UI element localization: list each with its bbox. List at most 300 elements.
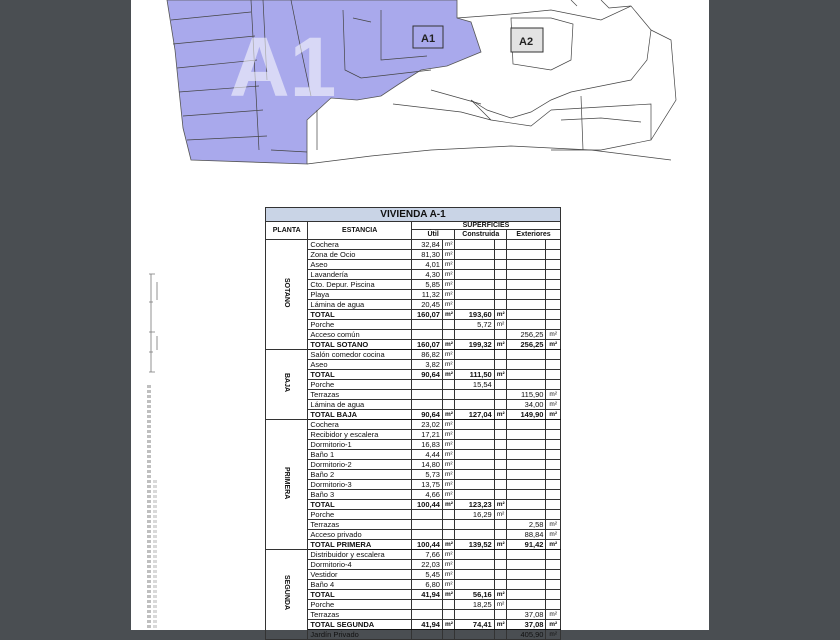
estancia-cell: Cto. Depur. Piscina (308, 280, 412, 290)
table-row (266, 600, 561, 610)
construida-unit (494, 480, 506, 490)
exteriores-unit (546, 500, 561, 510)
exteriores-unit (546, 580, 561, 590)
util-value: 11,32 (411, 290, 442, 300)
estancia-cell: Porche (308, 510, 412, 520)
exteriores-unit (546, 310, 561, 320)
util-value: 100,44 (411, 540, 442, 550)
construida-value: 15,54 (455, 380, 494, 390)
header-construida: Construida (455, 230, 507, 240)
util-unit: m² (442, 490, 454, 500)
table-row (266, 550, 561, 560)
util-value (411, 520, 442, 530)
exteriores-unit (546, 440, 561, 450)
util-unit: m² (442, 340, 454, 350)
table-row (266, 520, 561, 530)
util-unit (442, 320, 454, 330)
util-value: 90,64 (411, 370, 442, 380)
construida-unit (494, 260, 506, 270)
estancia-cell: TOTAL (308, 500, 412, 510)
construida-value (455, 290, 494, 300)
construida-unit (494, 430, 506, 440)
util-unit: m² (442, 370, 454, 380)
estancia-cell: TOTAL SOTANO (308, 340, 412, 350)
estancia-cell: Acceso privado (308, 530, 412, 540)
exteriores-unit (546, 430, 561, 440)
exteriores-unit (546, 600, 561, 610)
util-value: 6,80 (411, 580, 442, 590)
table-row (266, 540, 561, 550)
construida-value (455, 240, 494, 250)
estancia-cell: Zona de Ocio (308, 250, 412, 260)
construida-value (455, 440, 494, 450)
util-value (411, 610, 442, 620)
estancia-cell: Porche (308, 380, 412, 390)
util-value (411, 510, 442, 520)
util-value (411, 630, 442, 640)
exteriores-unit (546, 280, 561, 290)
table-row (266, 310, 561, 320)
table-row (266, 440, 561, 450)
util-unit: m² (442, 310, 454, 320)
exteriores-value (507, 260, 546, 270)
exteriores-value (507, 440, 546, 450)
table-row (266, 290, 561, 300)
table-row (266, 410, 561, 420)
planta-cell (266, 420, 308, 550)
exteriores-unit: m² (546, 400, 561, 410)
exteriores-value (507, 310, 546, 320)
construida-unit: m² (494, 540, 506, 550)
construida-unit (494, 390, 506, 400)
table-row (266, 570, 561, 580)
estancia-cell: Lámina de agua (308, 400, 412, 410)
construida-unit (494, 560, 506, 570)
table-row (266, 450, 561, 460)
exteriores-unit: m² (546, 520, 561, 530)
estancia-cell: Dormitorio-4 (308, 560, 412, 570)
util-unit: m² (442, 410, 454, 420)
exteriores-unit (546, 260, 561, 270)
exteriores-unit (546, 480, 561, 490)
construida-unit (494, 470, 506, 480)
exteriores-unit (546, 320, 561, 330)
exteriores-value (507, 560, 546, 570)
exteriores-unit: m² (546, 610, 561, 620)
document-page (131, 0, 709, 639)
exteriores-unit: m² (546, 390, 561, 400)
exteriores-unit (546, 590, 561, 600)
table-row (266, 260, 561, 270)
construida-unit (494, 610, 506, 620)
util-unit (442, 610, 454, 620)
estancia-cell: Baño 2 (308, 470, 412, 480)
construida-value: 123,23 (455, 500, 494, 510)
util-unit: m² (442, 560, 454, 570)
estancia-cell: Vestidor (308, 570, 412, 580)
exteriores-value: 405,90 (507, 630, 546, 640)
exteriores-value: 34,00 (507, 400, 546, 410)
estancia-cell: Terrazas (308, 610, 412, 620)
util-unit: m² (442, 480, 454, 490)
exteriores-value (507, 580, 546, 590)
table-row (266, 300, 561, 310)
util-value (411, 330, 442, 340)
util-value: 32,84 (411, 240, 442, 250)
util-value: 14,80 (411, 460, 442, 470)
construida-value: 16,29 (455, 510, 494, 520)
util-unit (442, 510, 454, 520)
construida-value (455, 360, 494, 370)
construida-unit (494, 550, 506, 560)
estancia-cell: Lámina de agua (308, 300, 412, 310)
exteriores-value: 37,08 (507, 610, 546, 620)
exteriores-unit (546, 250, 561, 260)
util-unit: m² (442, 360, 454, 370)
exteriores-unit: m² (546, 340, 561, 350)
util-value: 100,44 (411, 500, 442, 510)
exteriores-value (507, 380, 546, 390)
table-row (266, 590, 561, 600)
construida-value: 139,52 (455, 540, 494, 550)
exteriores-value (507, 510, 546, 520)
exteriores-unit (546, 380, 561, 390)
exteriores-value (507, 370, 546, 380)
util-value: 160,07 (411, 310, 442, 320)
exteriores-value (507, 300, 546, 310)
exteriores-unit (546, 360, 561, 370)
construida-value (455, 490, 494, 500)
table-row (266, 340, 561, 350)
estancia-cell: TOTAL (308, 370, 412, 380)
util-value: 86,82 (411, 350, 442, 360)
construida-unit (494, 350, 506, 360)
construida-unit: m² (494, 340, 506, 350)
util-unit: m² (442, 550, 454, 560)
exteriores-value: 149,90 (507, 410, 546, 420)
estancia-cell: TOTAL (308, 310, 412, 320)
table-row (266, 240, 561, 250)
exteriores-value: 2,58 (507, 520, 546, 530)
estancia-cell: Recibidor y escalera (308, 430, 412, 440)
construida-value: 5,72 (455, 320, 494, 330)
util-value: 81,30 (411, 250, 442, 260)
util-value: 4,66 (411, 490, 442, 500)
construida-unit (494, 570, 506, 580)
util-value: 23,02 (411, 420, 442, 430)
construida-unit: m² (494, 500, 506, 510)
construida-value: 199,32 (455, 340, 494, 350)
table-row (266, 460, 561, 470)
table-row (266, 350, 561, 360)
util-unit: m² (442, 440, 454, 450)
construida-unit (494, 380, 506, 390)
construida-value (455, 430, 494, 440)
exteriores-unit (546, 460, 561, 470)
construida-value (455, 330, 494, 340)
table-body (266, 240, 561, 640)
util-unit (442, 530, 454, 540)
table-row (266, 250, 561, 260)
util-unit (442, 630, 454, 640)
construida-value (455, 390, 494, 400)
estancia-cell: Baño 1 (308, 450, 412, 460)
planta-label: PRIMERA (283, 466, 291, 500)
estancia-cell: Jardín Privado (308, 630, 412, 640)
exteriores-unit (546, 290, 561, 300)
table-row (266, 370, 561, 380)
util-value: 17,21 (411, 430, 442, 440)
construida-value: 74,41 (455, 620, 494, 630)
table-row (266, 470, 561, 480)
planta-cell (266, 240, 308, 350)
planta-label: SEGUNDA (283, 575, 291, 611)
construida-value (455, 480, 494, 490)
header-util: Útil (411, 230, 454, 240)
table-row (266, 620, 561, 630)
construida-value (455, 550, 494, 560)
construida-value (455, 570, 494, 580)
table-row (266, 390, 561, 400)
exteriores-unit (546, 570, 561, 580)
table-row (266, 560, 561, 570)
exteriores-value (507, 320, 546, 330)
estancia-cell: TOTAL (308, 590, 412, 600)
util-value: 5,73 (411, 470, 442, 480)
exteriores-value (507, 460, 546, 470)
exteriores-value (507, 480, 546, 490)
estancia-cell: Acceso común (308, 330, 412, 340)
util-value: 22,03 (411, 560, 442, 570)
exteriores-value: 37,08 (507, 620, 546, 630)
exteriores-value (507, 360, 546, 370)
exteriores-value (507, 500, 546, 510)
header-planta: PLANTA (266, 222, 308, 240)
estancia-cell: TOTAL BAJA (308, 410, 412, 420)
construida-unit (494, 440, 506, 450)
table-row (266, 530, 561, 540)
exteriores-unit (546, 510, 561, 520)
construida-value: 111,50 (455, 370, 494, 380)
estancia-cell: Baño 4 (308, 580, 412, 590)
util-unit: m² (442, 570, 454, 580)
util-value (411, 530, 442, 540)
table-row (266, 510, 561, 520)
exteriores-unit (546, 470, 561, 480)
estancia-cell: Dormitorio-1 (308, 440, 412, 450)
util-value: 3,82 (411, 360, 442, 370)
construida-value (455, 520, 494, 530)
exteriores-unit: m² (546, 540, 561, 550)
util-value: 4,01 (411, 260, 442, 270)
util-unit: m² (442, 460, 454, 470)
util-value: 4,44 (411, 450, 442, 460)
construida-value: 193,60 (455, 310, 494, 320)
util-value: 7,66 (411, 550, 442, 560)
exteriores-value (507, 420, 546, 430)
construida-unit (494, 400, 506, 410)
table-row (266, 500, 561, 510)
construida-unit (494, 630, 506, 640)
construida-value (455, 250, 494, 260)
util-value: 41,94 (411, 590, 442, 600)
construida-value (455, 560, 494, 570)
a1-label: A1 (421, 33, 436, 45)
util-unit: m² (442, 540, 454, 550)
table-title: VIVIENDA A-1 (266, 208, 561, 222)
exteriores-value: 88,84 (507, 530, 546, 540)
exteriores-value (507, 240, 546, 250)
construida-value (455, 470, 494, 480)
util-value: 5,85 (411, 280, 442, 290)
exteriores-value (507, 430, 546, 440)
estancia-cell: Aseo (308, 260, 412, 270)
construida-unit (494, 270, 506, 280)
construida-value (455, 450, 494, 460)
estancia-cell: Lavandería (308, 270, 412, 280)
construida-unit: m² (494, 600, 506, 610)
util-unit (442, 520, 454, 530)
construida-unit (494, 420, 506, 430)
table-row (266, 380, 561, 390)
util-value (411, 400, 442, 410)
construida-unit (494, 490, 506, 500)
construida-unit (494, 240, 506, 250)
estancia-cell: Porche (308, 320, 412, 330)
construida-value (455, 300, 494, 310)
table-row (266, 270, 561, 280)
table-row (266, 580, 561, 590)
util-value: 160,07 (411, 340, 442, 350)
estancia-cell: TOTAL PRIMERA (308, 540, 412, 550)
construida-unit (494, 520, 506, 530)
util-unit: m² (442, 500, 454, 510)
table-row (266, 630, 561, 640)
util-value: 16,83 (411, 440, 442, 450)
construida-unit (494, 530, 506, 540)
a2-label: A2 (519, 36, 534, 48)
exteriores-unit (546, 240, 561, 250)
construida-unit: m² (494, 320, 506, 330)
construida-unit: m² (494, 510, 506, 520)
exteriores-value: 115,90 (507, 390, 546, 400)
exteriores-unit: m² (546, 530, 561, 540)
header-exteriores: Exteriores (507, 230, 561, 240)
header-estancia: ESTANCIA (308, 222, 412, 240)
construida-unit: m² (494, 620, 506, 630)
exteriores-value: 91,42 (507, 540, 546, 550)
util-value (411, 320, 442, 330)
exteriores-unit (546, 300, 561, 310)
construida-unit (494, 460, 506, 470)
estancia-cell: TOTAL SEGUNDA (308, 620, 412, 630)
estancia-cell: Dormitorio-2 (308, 460, 412, 470)
exteriores-unit: m² (546, 410, 561, 420)
planta-cell (266, 550, 308, 640)
exteriores-value (507, 470, 546, 480)
construida-unit: m² (494, 310, 506, 320)
util-unit (442, 380, 454, 390)
exteriores-value (507, 570, 546, 580)
construida-unit (494, 360, 506, 370)
util-unit: m² (442, 450, 454, 460)
construida-unit (494, 250, 506, 260)
util-unit: m² (442, 270, 454, 280)
util-value (411, 390, 442, 400)
exteriores-unit: m² (546, 330, 561, 340)
util-unit: m² (442, 250, 454, 260)
util-unit: m² (442, 280, 454, 290)
estancia-cell: Dormitorio-3 (308, 480, 412, 490)
util-unit: m² (442, 430, 454, 440)
construida-unit (494, 300, 506, 310)
util-unit: m² (442, 350, 454, 360)
construida-value: 56,16 (455, 590, 494, 600)
header-superficies: SUPERFICIES (411, 222, 560, 230)
exteriores-value (507, 450, 546, 460)
construida-value (455, 610, 494, 620)
construida-value (455, 350, 494, 360)
exteriores-value: 256,25 (507, 330, 546, 340)
table-row (266, 420, 561, 430)
util-value: 4,30 (411, 270, 442, 280)
util-value: 41,94 (411, 620, 442, 630)
util-unit: m² (442, 420, 454, 430)
exteriores-unit: m² (546, 630, 561, 640)
surface-table (265, 207, 561, 640)
estancia-cell: Terrazas (308, 520, 412, 530)
exteriores-value (507, 270, 546, 280)
exteriores-value (507, 350, 546, 360)
util-unit (442, 600, 454, 610)
estancia-cell: Playa (308, 290, 412, 300)
construida-unit (494, 290, 506, 300)
util-unit (442, 400, 454, 410)
table-row (266, 280, 561, 290)
util-unit: m² (442, 260, 454, 270)
table-row (266, 430, 561, 440)
util-value: 90,64 (411, 410, 442, 420)
exteriores-value (507, 490, 546, 500)
table-row (266, 480, 561, 490)
construida-value (455, 530, 494, 540)
exteriores-unit (546, 420, 561, 430)
exteriores-value (507, 250, 546, 260)
estancia-cell: Porche (308, 600, 412, 610)
construida-value: 127,04 (455, 410, 494, 420)
exteriores-value: 256,25 (507, 340, 546, 350)
exteriores-unit (546, 370, 561, 380)
util-value: 5,45 (411, 570, 442, 580)
construida-value (455, 460, 494, 470)
scale-bar (143, 272, 163, 382)
exteriores-unit: m² (546, 620, 561, 630)
construida-value (455, 630, 494, 640)
exteriores-unit (546, 550, 561, 560)
table-row (266, 320, 561, 330)
estancia-cell: Cochera (308, 240, 412, 250)
construida-unit (494, 450, 506, 460)
construida-unit (494, 330, 506, 340)
construida-unit (494, 580, 506, 590)
planta-label: BAJA (283, 373, 291, 393)
util-unit: m² (442, 470, 454, 480)
util-value: 20,45 (411, 300, 442, 310)
util-value (411, 380, 442, 390)
planta-cell (266, 350, 308, 420)
construida-unit: m² (494, 590, 506, 600)
util-unit (442, 390, 454, 400)
